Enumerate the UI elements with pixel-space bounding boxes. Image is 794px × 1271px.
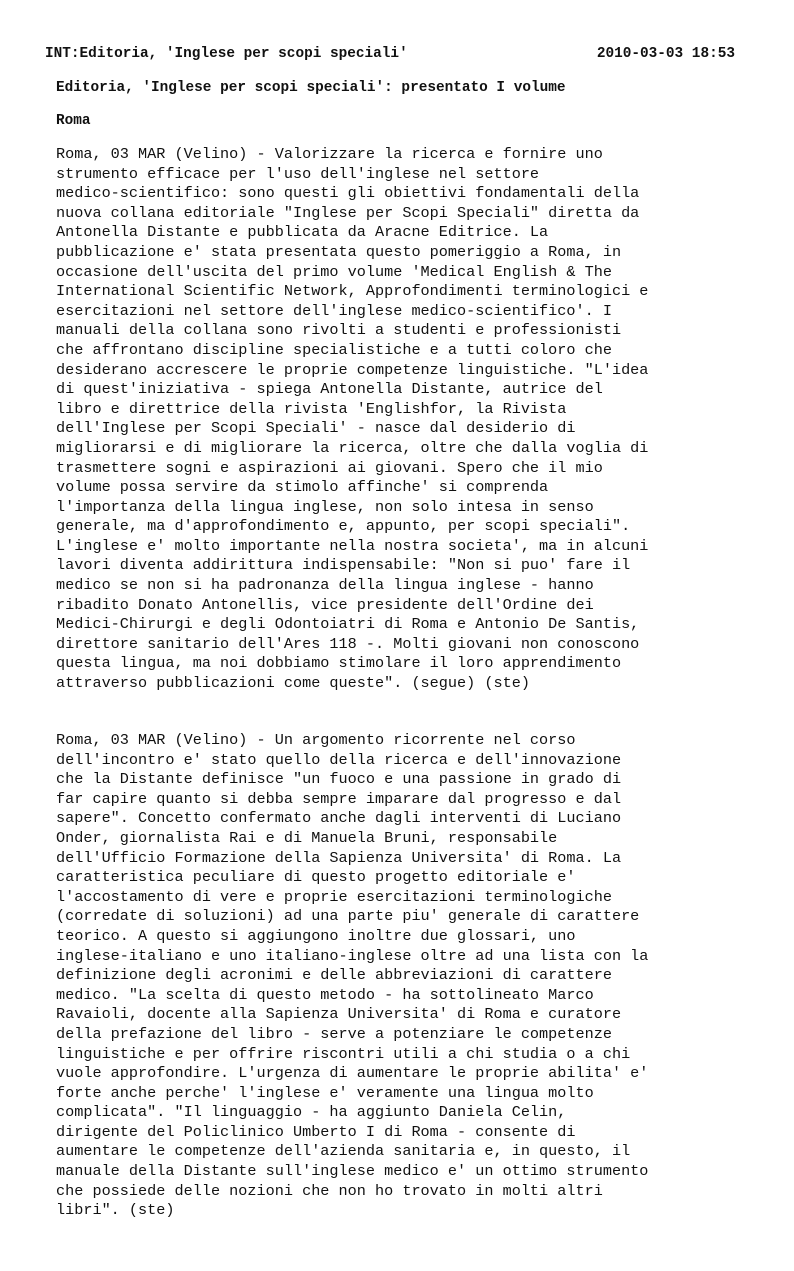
paragraph-line: inglese-italiano e uno italiano-inglese oltre ad una lista con la [56, 946, 649, 965]
paragraph-line: migliorarsi e di migliorare la ricerca, oltre che dalla voglia di [56, 438, 649, 457]
paragraph-line: trasmettere sogni e aspirazioni ai giovani. Spero che il mio [56, 458, 603, 477]
paragraph-line: generale, ma d'approfondimento e, appunto, per scopi speciali". [56, 517, 631, 536]
paragraph-line: che possiede delle nozioni che non ho trovato in molti altri [56, 1181, 603, 1200]
paragraph-line: Roma, 03 MAR (Velino) - Valorizzare la ricerca e fornire uno [56, 145, 603, 163]
paragraph-line: desiderano accrescere le proprie competenze linguistiche. "L'idea [56, 360, 649, 379]
paragraph-line: dell'Ufficio Formazione della Sapienza Universita' di Roma. La [56, 848, 622, 867]
paragraph-line: medico-scientifico: sono questi gli obiettivi fondamentali della [56, 184, 640, 203]
paragraph-line: Medici-Chirurgi e degli Odontoiatri di Roma e Antonio De Santis, [56, 615, 640, 634]
paragraph-line: Roma, 03 MAR (Velino) - Un argomento ricorrente nel corso [56, 731, 576, 749]
paragraph-line: l'accostamento di vere e proprie esercitazioni terminologiche [56, 887, 612, 906]
article-headline: Editoria, 'Inglese per scopi speciali': presentato I volume [56, 80, 566, 96]
paragraph-line: di quest'iniziativa - spiega Antonella Distante, autrice del [56, 380, 603, 399]
paragraph-line: ribadito Donato Antonellis, vice presidente dell'Ordine dei [56, 595, 594, 614]
paragraph-line: occasione dell'uscita del primo volume 'Medical English & The [56, 262, 612, 281]
paragraph-line: caratteristica peculiare di questo progetto editoriale e' [56, 868, 576, 887]
paragraph-line: complicata". "Il linguaggio - ha aggiunto Daniela Celin, [56, 1103, 567, 1122]
paragraph-line: direttore sanitario dell'Ares 118 -. Molti giovani non conoscono [56, 634, 640, 653]
paragraph-line: esercitazioni nel settore dell'inglese medico-scientifico'. I [56, 301, 612, 320]
paragraph-line: nuova collana editoriale "Inglese per Scopi Speciali" diretta da [56, 203, 640, 222]
header-title: INT:Editoria, 'Inglese per scopi speciali' [45, 46, 408, 62]
paragraph-line: International Scientific Network, Approfondimenti terminologici e [56, 282, 649, 301]
paragraph-line: aumentare le competenze dell'azienda sanitaria e, in questo, il [56, 1142, 631, 1161]
article-paragraph-1 [56, 145, 648, 694]
paragraph-line: che la Distante definisce "un fuoco e una passione in grado di [56, 770, 622, 789]
paragraph-line: Onder, giornalista Rai e di Manuela Bruni, responsabile [56, 828, 558, 847]
paragraph-line: lavori diventa addirittura indispensabile: "Non si puo' fare il [56, 556, 631, 575]
paragraph-line: pubblicazione e' stata presentata questo pomeriggio a Roma, in [56, 242, 622, 261]
paragraph-line: sapere". Concetto confermato anche dagli interventi di Luciano [56, 809, 622, 828]
paragraph-line: manuale della Distante sull'inglese medico e' un ottimo strumento [56, 1162, 649, 1181]
paragraph-line: Ravaioli, docente alla Sapienza Universita' di Roma e curatore [56, 1005, 622, 1024]
paragraph-line: dirigente del Policlinico Umberto I di Roma - consente di [56, 1122, 576, 1141]
paragraph-line: forte anche perche' l'inglese e' veramente una lingua molto [56, 1083, 594, 1102]
paragraph-line: definizione degli acronimi e delle abbreviazioni di carattere [56, 966, 612, 985]
paragraph-line: linguistiche e per offrire riscontri utili a chi studia o a chi [56, 1044, 631, 1063]
paragraph-line: libro e direttrice della rivista 'Englishfor, la Rivista [56, 399, 567, 418]
paragraph-line: far capire quanto si debba sempre imparare dal progresso e dal [56, 789, 622, 808]
paragraph-line: teorico. A questo si aggiungono inoltre due glossari, uno [56, 926, 576, 945]
paragraph-line: volume possa servire da stimolo affinche' si comprenda [56, 478, 549, 497]
article-dateline: Roma [56, 113, 91, 129]
paragraph-line: dell'incontro e' stato quello della ricerca e dell'innovazione [56, 750, 622, 769]
header-timestamp: 2010-03-03 18:53 [596, 46, 735, 62]
paragraph-line: attraverso pubblicazioni come queste". (segue) (ste) [56, 674, 530, 693]
paragraph-line: manuali della collana sono rivolti a studenti e professionisti [56, 321, 622, 340]
paragraph-line: l'importanza della lingua inglese, non solo intesa in senso [56, 497, 594, 516]
article-paragraph-2 [56, 731, 648, 1221]
paragraph-line: Antonella Distante e pubblicata da Aracne Editrice. La [56, 223, 549, 242]
paragraph-line: vuole approfondire. L'urgenza di aumentare le proprie abilita' e' [56, 1064, 649, 1083]
paragraph-line: dell'Inglese per Scopi Speciali' - nasce dal desiderio di [56, 419, 576, 438]
paragraph-line: medico se non si ha padronanza della lingua inglese - hanno [56, 576, 594, 595]
paragraph-line: (corredate di soluzioni) ad una parte piu' generale di carattere [56, 907, 640, 926]
paragraph-line: medico. "La scelta di questo metodo - ha sottolineato Marco [56, 985, 594, 1004]
paragraph-line: che affrontano discipline specialistiche e a tutti coloro che [56, 340, 612, 359]
paragraph-line: strumento efficace per l'uso dell'inglese nel settore [56, 164, 540, 183]
paragraph-line: questa lingua, ma noi dobbiamo stimolare il loro apprendimento [56, 654, 622, 673]
paragraph-line: della prefazione del libro - serve a potenziare le competenze [56, 1024, 612, 1043]
paragraph-line: libri". (ste) [56, 1201, 175, 1220]
paragraph-line: L'inglese e' molto importante nella nostra societa', ma in alcuni [56, 536, 649, 555]
